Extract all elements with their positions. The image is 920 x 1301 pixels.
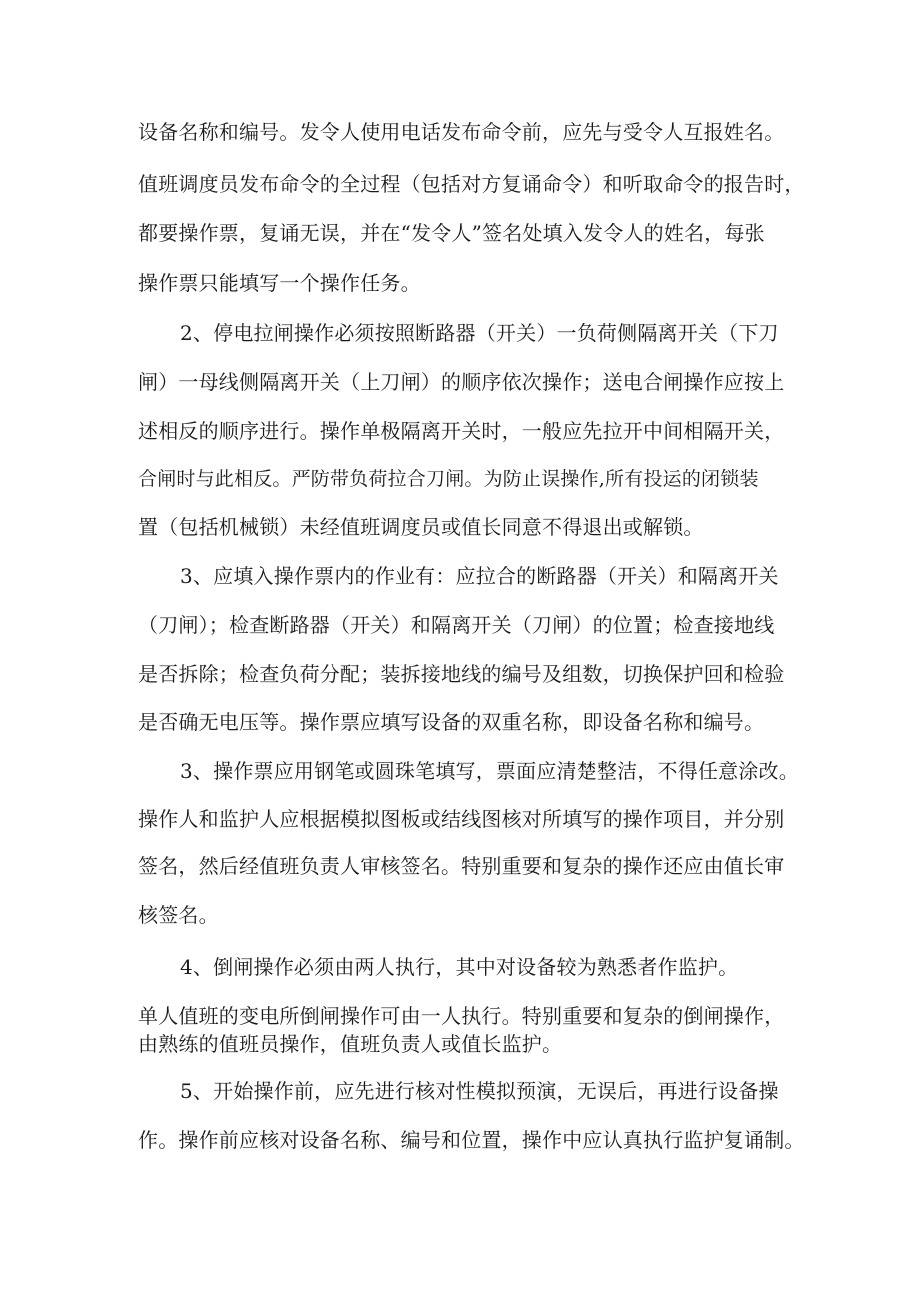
text-line: 都要操作票，复诵无误，并在“发令人”签名处填入发令人的姓名，每张 <box>138 221 765 245</box>
text-line: 签名，然后经值班负责人审核签名。特别重要和复杂的操作还应由值长审 <box>138 854 785 878</box>
text-line: 是否确无电压等。操作票应填写设备的双重名称，即设备名称和编号。 <box>138 710 765 734</box>
text-line: 核签名。 <box>138 903 219 927</box>
text-line: 述相反的顺序进行。操作单极隔离开关时，一般应先拉开中间相隔开关， <box>138 419 785 443</box>
text-line: 由熟练的值班员操作，值班负责人或值长监护。 <box>138 1032 563 1056</box>
text-line: 3、应填入操作票内的作业有：应拉合的断路器（开关）和隔离开关 <box>180 564 779 588</box>
text-line: 操作人和监护人应根据模拟图板或结线图核对所填写的操作项目，并分别 <box>138 807 785 831</box>
text-line: 置（包括机械锁）未经值班调度员或值长同意不得退出或解锁。 <box>138 515 704 539</box>
text-line: 设备名称和编号。发令人使用电话发布命令前，应先与受令人互报姓名。 <box>138 120 785 144</box>
text-line: 3、操作票应用钢笔或圆珠笔填写，票面应清楚整洁，不得任意涂改。 <box>180 759 799 783</box>
text-line: 单人值班的变电所倒闸操作可由一人执行。特别重要和复杂的倒闸操作， <box>138 1004 785 1028</box>
text-line: 4、倒闸操作必须由两人执行，其中对设备较为熟悉者作监护。 <box>180 955 739 979</box>
text-line: 闸）一母线侧隔离开关（上刀闸）的顺序依次操作；送电合闸操作应按上 <box>138 370 785 394</box>
text-line: 合闸时与此相反。严防带负荷拉合刀闸。为防止误操作,所有投运的闭锁装 <box>138 468 759 490</box>
text-line: 是否拆除；检查负荷分配；装拆接地线的编号及组数，切换保护回和检验 <box>138 662 785 686</box>
text-line: （刀闸）；检查断路器（开关）和隔离开关（刀闸）的位置；检查接地线 <box>138 613 775 637</box>
text-line: 2、停电拉闸操作必须按照断路器（开关）一负荷侧隔离开关（下刀 <box>180 321 779 345</box>
text-line: 作。操作前应核对设备名称、编号和位置，操作中应认真执行监护复诵制。 <box>138 1128 805 1152</box>
text-line: 5、开始操作前，应先进行核对性模拟预演，无误后，再进行设备操 <box>180 1079 779 1103</box>
text-line: 操作票只能填写一个操作任务。 <box>138 271 421 295</box>
text-line: 值班调度员发布命令的全过程（包括对方复诵命令）和听取命令的报告时， <box>138 172 805 196</box>
